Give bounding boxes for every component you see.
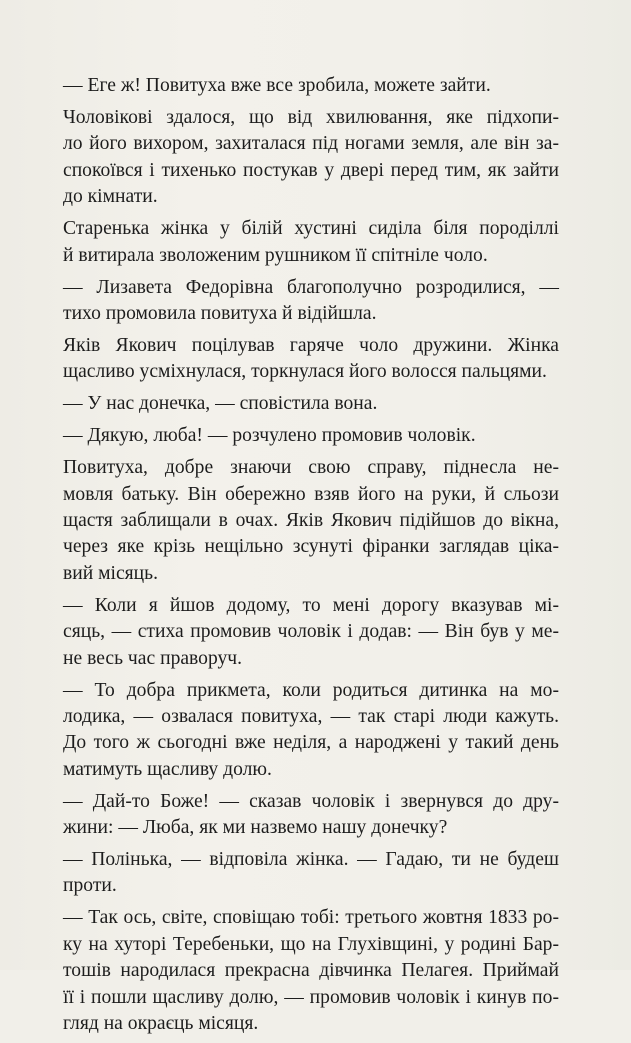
text-line: Старенька жінка у білій хустині сиділа біля породіллі (63, 218, 559, 240)
text-line: — Дякую, люба! — розчулено промовив чоловік. (63, 425, 476, 447)
paragraph (63, 455, 559, 587)
text-line: гляд на окраєць місяця. (63, 1013, 259, 1035)
paragraph (63, 391, 559, 417)
text-line: сяць, — стиха промовив чоловік і додав: — Він був у ме- (63, 621, 559, 643)
text-line: — Еге ж! Повитуха вже все зробила, можете зайти. (63, 75, 491, 96)
text-line: не весь час праворуч. (63, 647, 243, 669)
text-line: — Так ось, світе, сповіщаю тобі: третього жовтня 1833 ро- (63, 907, 559, 929)
text-line: тошів народилася прекрасна дівчинка Пелагея. Приймай (63, 960, 559, 982)
text-line: Чоловікові здалося, що від хвилювання, яке підхопи- (63, 106, 559, 128)
paragraph (63, 216, 559, 269)
text-line: матимуть щасливу долю. (63, 758, 272, 780)
text-line: ло його вихором, захиталася під ногами земля, але він за- (63, 133, 559, 155)
paragraph (63, 905, 559, 1037)
text-line: — Дай-то Боже! — сказав чоловік і звернувся до дру- (63, 790, 559, 812)
text-line: через яке крізь нещільно зсунуті фіранки заглядав ціка- (63, 536, 559, 558)
text-line: й витирала зволоженим рушником її спітніле чоло. (63, 244, 488, 266)
text-line: мовля батьку. Він обережно взяв його на руки, й сльози (63, 483, 559, 505)
text-line: Повитуха, добре знаючи свою справу, піднесла не- (63, 457, 559, 479)
text-line: проти. (63, 875, 117, 897)
page-text (63, 73, 559, 1043)
text-line: — У нас донечка, — сповістила вона. (63, 393, 378, 415)
paragraph (63, 789, 559, 842)
text-line: тихо промовила повитуха й відійшла. (63, 302, 377, 324)
text-line: — Полінька, — відповіла жінка. — Гадаю, ти не будеш (63, 849, 559, 871)
text-line: — Коли я йшов додому, то мені дорогу вказував мі- (63, 594, 559, 616)
paragraph (63, 593, 559, 672)
text-line: щастя заблищали в очах. Яків Якович підійшов до вікна, (63, 510, 559, 532)
text-line: щасливо усміхнулася, торкнулася його волосся пальцями. (63, 361, 547, 383)
paragraph (63, 423, 559, 449)
text-line: лодика, — озвалася повитуха, — так старі люди кажуть. (63, 705, 559, 727)
paragraph (63, 73, 559, 99)
text-line: вий місяць. (63, 562, 158, 584)
paragraph (63, 847, 559, 900)
text-line: — То добра прикмета, коли родиться дитинка на мо- (63, 679, 559, 701)
text-line: — Лизавета Федорівна благополучно розродилися, — (63, 276, 559, 298)
paragraph (63, 333, 559, 386)
paragraph (63, 105, 559, 211)
text-line: ку на хуторі Теребеньки, що на Глухівщині, у родині Бар- (63, 933, 559, 955)
text-line: До того ж сьогодні вже неділя, а народжені у такий день (63, 732, 559, 754)
text-line: жини: — Люба, як ми назвемо нашу донечку? (63, 817, 448, 839)
text-line: спокоївся і тихенько постукав у двері перед тим, як зайти (63, 159, 559, 181)
text-line: її і пошли щасливу долю, — промовив чоловік і кинув по- (63, 986, 559, 1008)
paragraph (63, 275, 559, 328)
text-line: до кімнати. (63, 186, 158, 208)
paragraph (63, 678, 559, 784)
text-line: Яків Якович поцілував гаряче чоло дружини. Жінка (63, 334, 559, 356)
